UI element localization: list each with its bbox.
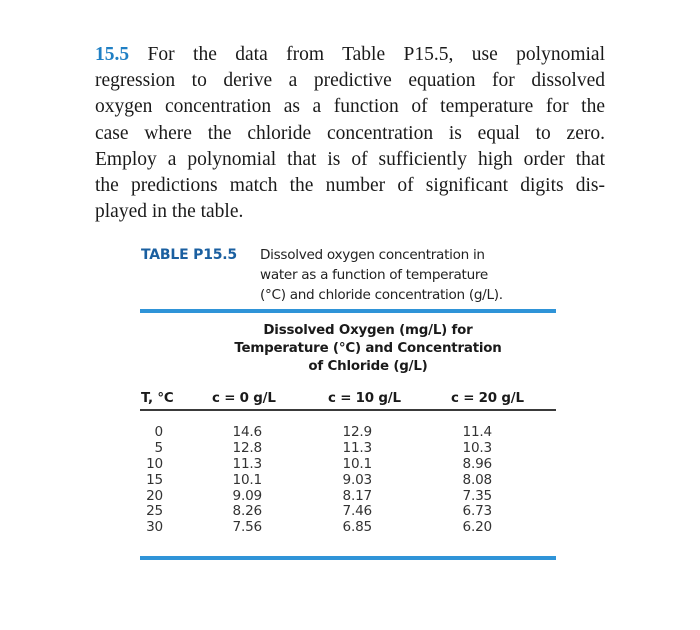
table-cell: 8.17 xyxy=(342,487,372,504)
table-cell: 30 xyxy=(146,519,163,536)
table-label: TABLE P15.5 xyxy=(141,247,237,263)
table-bottom-rule xyxy=(140,556,556,560)
column-c10 xyxy=(320,425,372,536)
table-cell: 10.1 xyxy=(342,455,372,472)
table-cell: 11.3 xyxy=(232,455,262,472)
problem-line: oxygen concentration as a function of temperature for the xyxy=(95,96,605,118)
problem-number: 15.5 xyxy=(95,44,130,65)
problem-line: Employ a polynomial that is of sufficiently high order that xyxy=(95,148,605,170)
column-temperature xyxy=(130,425,163,536)
table-caption: Dissolved oxygen concentration in water as a function of temperature (°C) and chloride concentration (g/L). xyxy=(260,247,503,303)
problem-line: regression to derive a predictive equation for dissolved xyxy=(95,70,605,92)
table-cell: 6.20 xyxy=(462,519,492,536)
table-header-rule xyxy=(140,409,556,411)
problem-line: played in the table. xyxy=(95,201,244,223)
problem-line: the predictions match the number of significant digits dis- xyxy=(95,174,605,196)
table-cell: 12.8 xyxy=(232,439,262,456)
table-cell: 11.3 xyxy=(342,439,372,456)
table-cell: 14.6 xyxy=(232,424,262,440)
column-header-c20: c = 20 g/L xyxy=(451,391,524,406)
column-c20 xyxy=(440,425,492,536)
table-cell: 15 xyxy=(146,471,163,488)
table-top-rule xyxy=(140,309,556,313)
table-cell: 5 xyxy=(154,439,163,456)
table-cell: 25 xyxy=(146,503,163,520)
table-cell: 7.56 xyxy=(232,519,262,536)
table-cell: 20 xyxy=(146,487,163,504)
table-cell: 8.96 xyxy=(462,455,492,472)
problem-line: case where the chloride concentration is equal to zero. xyxy=(95,122,605,144)
table-cell: 10 xyxy=(146,455,163,472)
table-group-header: Dissolved Oxygen (mg/L) for Temperature (°C) and Concentration of Chloride (g/L) xyxy=(234,323,502,374)
table-cell: 10.3 xyxy=(462,439,492,456)
table-cell: 6.73 xyxy=(462,503,492,520)
table-cell: 7.46 xyxy=(342,503,372,520)
column-header-c0: c = 0 g/L xyxy=(212,391,276,406)
table-cell: 9.03 xyxy=(342,471,372,488)
problem-line: 15.5 For the data from Table P15.5, use polynomial xyxy=(95,44,605,65)
table-cell: 12.9 xyxy=(342,424,372,440)
column-c0 xyxy=(210,425,262,536)
table-cell: 10.1 xyxy=(232,471,262,488)
column-header-c10: c = 10 g/L xyxy=(328,391,401,406)
table-cell: 9.09 xyxy=(232,487,262,504)
table-cell: 11.4 xyxy=(462,424,492,440)
column-header-temperature: T, °C xyxy=(141,391,174,406)
table-cell: 6.85 xyxy=(342,519,372,536)
table-cell: 8.26 xyxy=(232,503,262,520)
table-cell: 8.08 xyxy=(462,471,492,488)
table-cell: 0 xyxy=(154,424,163,440)
problem-statement xyxy=(95,42,605,225)
table-cell: 7.35 xyxy=(462,487,492,504)
